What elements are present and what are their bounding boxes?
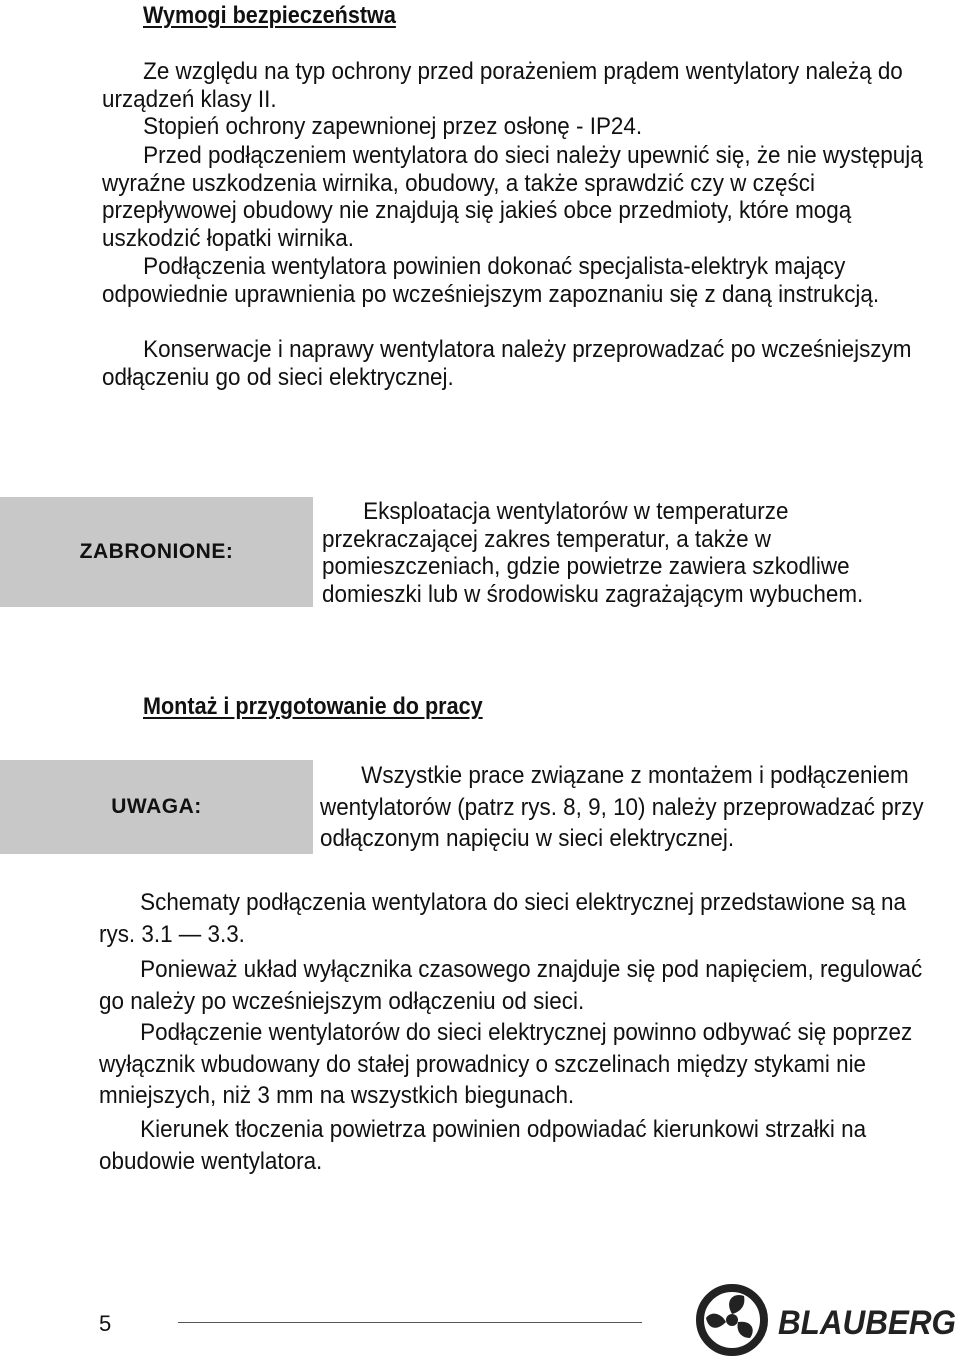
fan-emblem-icon bbox=[700, 1288, 764, 1352]
page-number: 5 bbox=[99, 1311, 112, 1336]
section-heading-mounting: Montaż i przygotowanie do pracy bbox=[143, 693, 483, 720]
forbidden-text: Eksploatacja wentylatorów w temperaturze przekraczającej zakres temperatur, a także w pomieszczeniach, gdzie powietrze zawiera szkodliwe domieszki lub w środowisku zagrażającym wybuchem. bbox=[322, 498, 864, 608]
mounting-paragraph-4: Kierunek tłoczenia powietrza powinien odpowiadać kierunkowi strzałki na obudowie wentylatora. bbox=[99, 1116, 867, 1175]
safety-paragraph-5: Konserwacje i naprawy wentylatora należy przeprowadzać po wcześniejszym odłączeniu go od sieci elektrycznej. bbox=[102, 336, 912, 391]
forbidden-label-box bbox=[0, 497, 313, 607]
forbidden-label: ZABRONIONE: bbox=[79, 540, 234, 563]
mounting-paragraph-1: Schematy podłączenia wentylatora do sieci elektrycznej przedstawione są na rys. 3.1 — 3.3. bbox=[99, 889, 907, 948]
section-heading-safety: Wymogi bezpieczeństwa bbox=[143, 2, 396, 29]
footer-divider bbox=[178, 1322, 642, 1323]
mounting-paragraph-2: Ponieważ układ wyłącznika czasowego znajduje się pod napięciem, regulować go należy po wcześniejszym odłączeniu od sieci. bbox=[99, 956, 923, 1015]
warning-label-box bbox=[0, 760, 313, 854]
safety-paragraph-1: Ze względu na typ ochrony przed porażeniem prądem wentylatory należą do urządzeń klasy II. bbox=[102, 58, 903, 113]
safety-paragraph-4: Podłączenia wentylatora powinien dokonać specjalista-elektryk mający odpowiednie uprawnienia po wcześniejszym zapoznaniu się z daną instrukcją. bbox=[102, 253, 880, 308]
blauberg-logo bbox=[694, 1280, 960, 1360]
mounting-paragraph-3: Podłączenie wentylatorów do sieci elektrycznej powinno odbywać się poprzez wyłącznik wbudowany do stałej prowadnicy o szczelinach między stykami nie mniejszych, niż 3 mm na wszystkich biegunach. bbox=[99, 1019, 913, 1109]
warning-text: Wszystkie prace związane z montażem i podłączeniem wentylatorów (patrz rys. 8, 9, 10) należy przeprowadzać przy odłączonym napięciu w sieci elektrycznej. bbox=[320, 762, 924, 852]
safety-paragraph-2: Stopień ochrony zapewnionej przez osłonę - IP24. bbox=[143, 113, 643, 140]
warning-label: UWAGA: bbox=[111, 795, 202, 818]
brand-wordmark: BLAUBERG bbox=[778, 1304, 956, 1342]
safety-paragraph-3: Przed podłączeniem wentylatora do sieci należy upewnić się, że nie występują wyraźne uszkodzenia wirnika, obudowy, a także sprawdzić czy w części przepływowej obudowy nie znajdują się jakieś obce przedmioty, które mogą uszkodzić łopatki wirnika. bbox=[102, 142, 923, 252]
